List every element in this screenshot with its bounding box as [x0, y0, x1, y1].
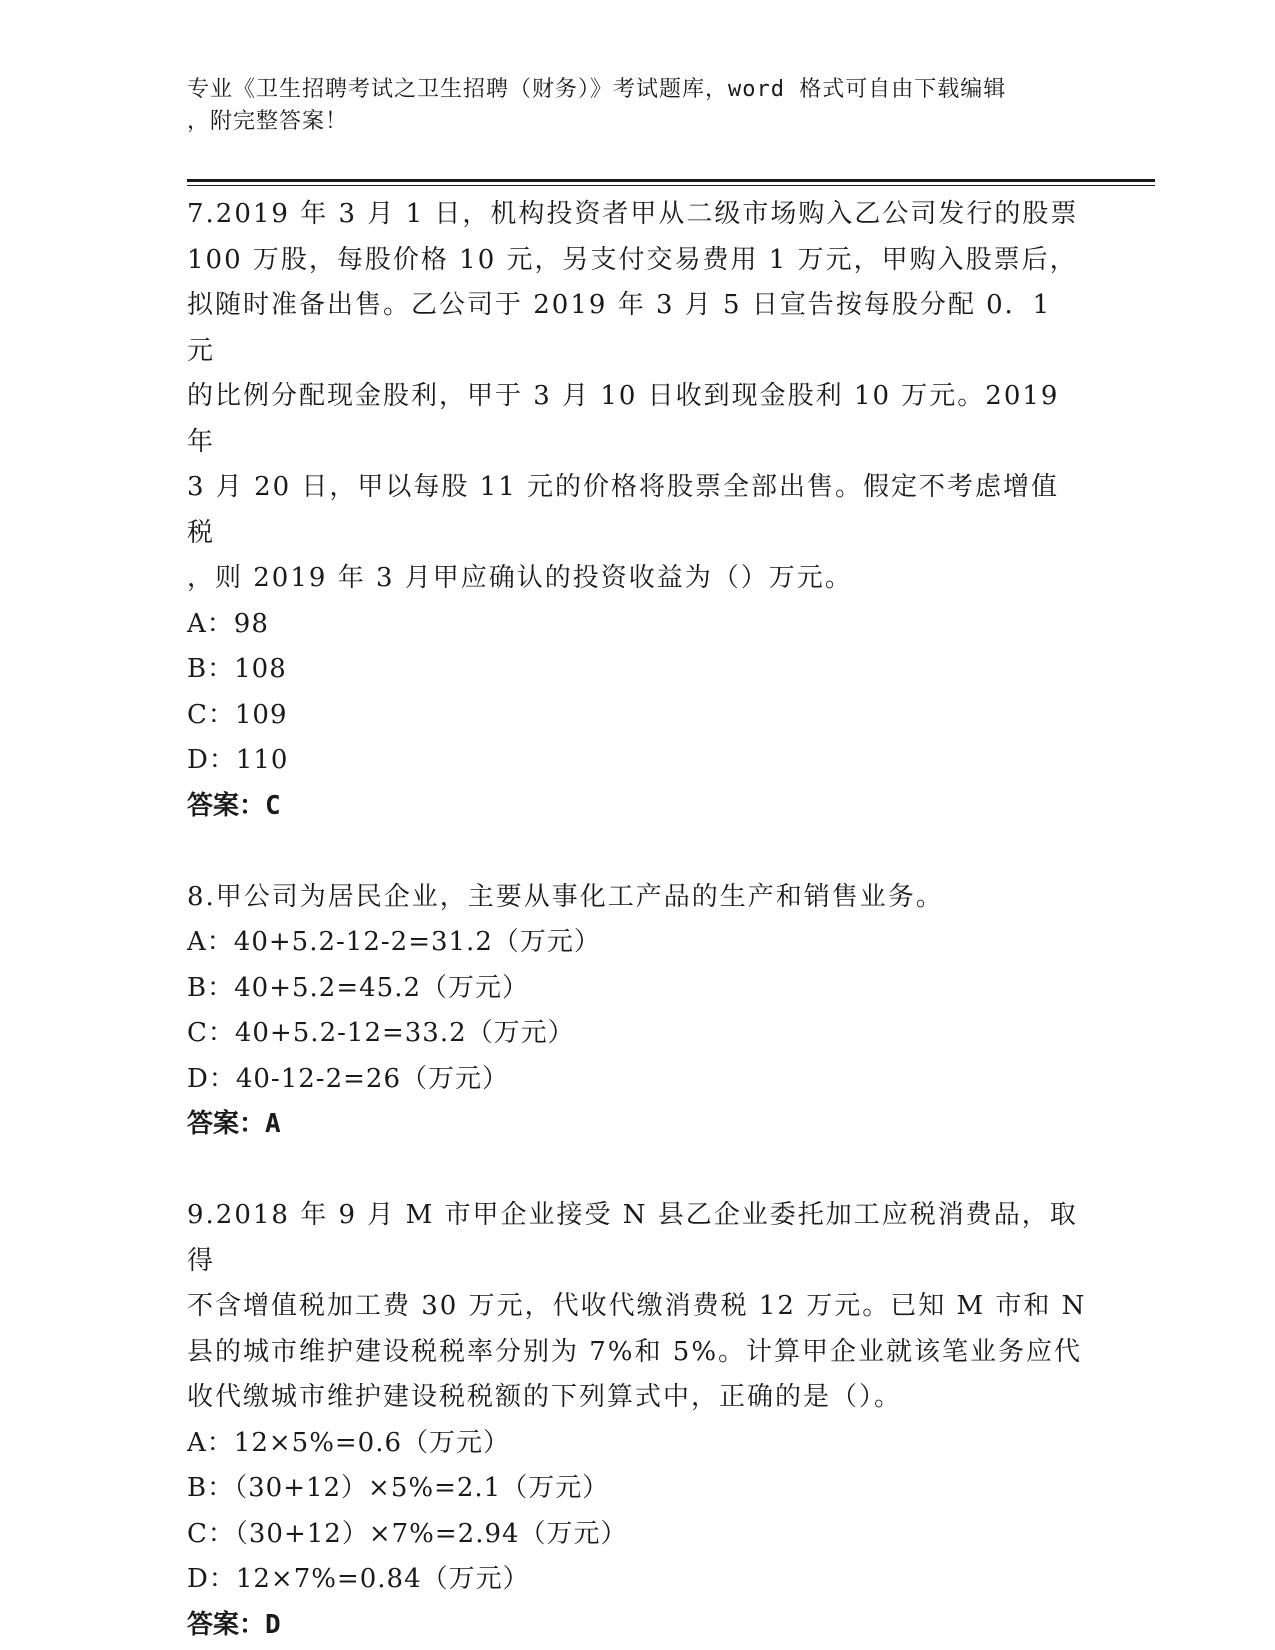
question-8-line-1: 8.甲公司为居民企业，主要从事化工产品的生产和销售业务。 — [187, 881, 944, 912]
question-8 — [187, 875, 1087, 1148]
question-8-option-c: C：40+5.2-12=33.2（万元） — [187, 1018, 575, 1048]
question-7-option-a: A：98 — [187, 608, 269, 639]
question-9-answer: 答案：D — [187, 1609, 281, 1640]
question-9-option-b: B：（30+12）×5%=2.1（万元） — [187, 1473, 610, 1503]
question-8-option-b: B：40+5.2=45.2（万元） — [187, 972, 530, 1003]
question-spacer — [187, 1148, 1087, 1194]
question-7-option-b: B：108 — [187, 654, 287, 684]
question-8-option-d: D：40-12-2=26（万元） — [187, 1063, 509, 1094]
question-8-answer: 答案：A — [187, 1109, 281, 1139]
question-7 — [187, 192, 1087, 829]
question-7-line-1: 7.2019 年 3 月 1 日，机构投资者甲从二级市场购入乙公司发行的股票 — [187, 199, 1079, 229]
question-9-line-1: 9.2018 年 9 月 M 市甲企业接受 N 县乙企业委托加工应税消费品，取得 — [187, 1200, 1078, 1276]
question-7-line-5: 3 月 20 日，甲以每股 11 元的价格将股票全部出售。假定不考虑增值税 — [187, 472, 1060, 548]
question-9-line-4: 收代缴城市维护建设税税额的下列算式中，正确的是（）。 — [187, 1382, 903, 1412]
question-7-option-c: C：109 — [187, 699, 288, 730]
question-9-option-c: C：（30+12）×7%=2.94（万元） — [187, 1518, 628, 1549]
question-9-line-2: 不含增值税加工费 30 万元，代收代缴消费税 12 万元。已知 M 市和 N — [187, 1291, 1087, 1321]
question-7-line-6: ，则 2019 年 3 月甲应确认的投资收益为（）万元。 — [187, 563, 853, 593]
question-list — [187, 192, 1087, 1648]
question-9-option-a: A：12×5%=0.6（万元） — [187, 1427, 511, 1458]
header-line-2: ，附完整答案！ — [187, 109, 349, 134]
question-7-line-4: 的比例分配现金股利，甲于 3 月 10 日收到现金股利 10 万元。2019 年 — [187, 381, 1060, 457]
question-9-line-3: 县的城市维护建设税税率分别为 7%和 5%。计算甲企业就该笔业务应代 — [187, 1336, 1083, 1367]
question-7-answer: 答案：C — [187, 790, 281, 821]
question-9-option-d: D：12×7%=0.84（万元） — [187, 1564, 530, 1594]
question-9 — [187, 1193, 1087, 1648]
document-header — [187, 74, 1077, 138]
header-divider-thin — [187, 185, 1155, 186]
question-8-option-a: A：40+5.2-12-2=31.2（万元） — [187, 927, 601, 957]
question-7-line-2: 100 万股，每股价格 10 元，另支付交易费用 1 万元，甲购入股票后， — [187, 244, 1078, 275]
question-7-option-d: D：110 — [187, 745, 289, 775]
question-spacer — [187, 829, 1087, 875]
question-7-line-3: 拟随时准备出售。乙公司于 2019 年 3 月 5 日宣告按每股分配 0．1 元 — [187, 290, 1052, 366]
header-line-1: 专业《卫生招聘考试之卫生招聘（财务）》考试题库，word 格式可自由下载编辑 — [187, 77, 1007, 102]
header-divider-thick — [187, 179, 1155, 182]
